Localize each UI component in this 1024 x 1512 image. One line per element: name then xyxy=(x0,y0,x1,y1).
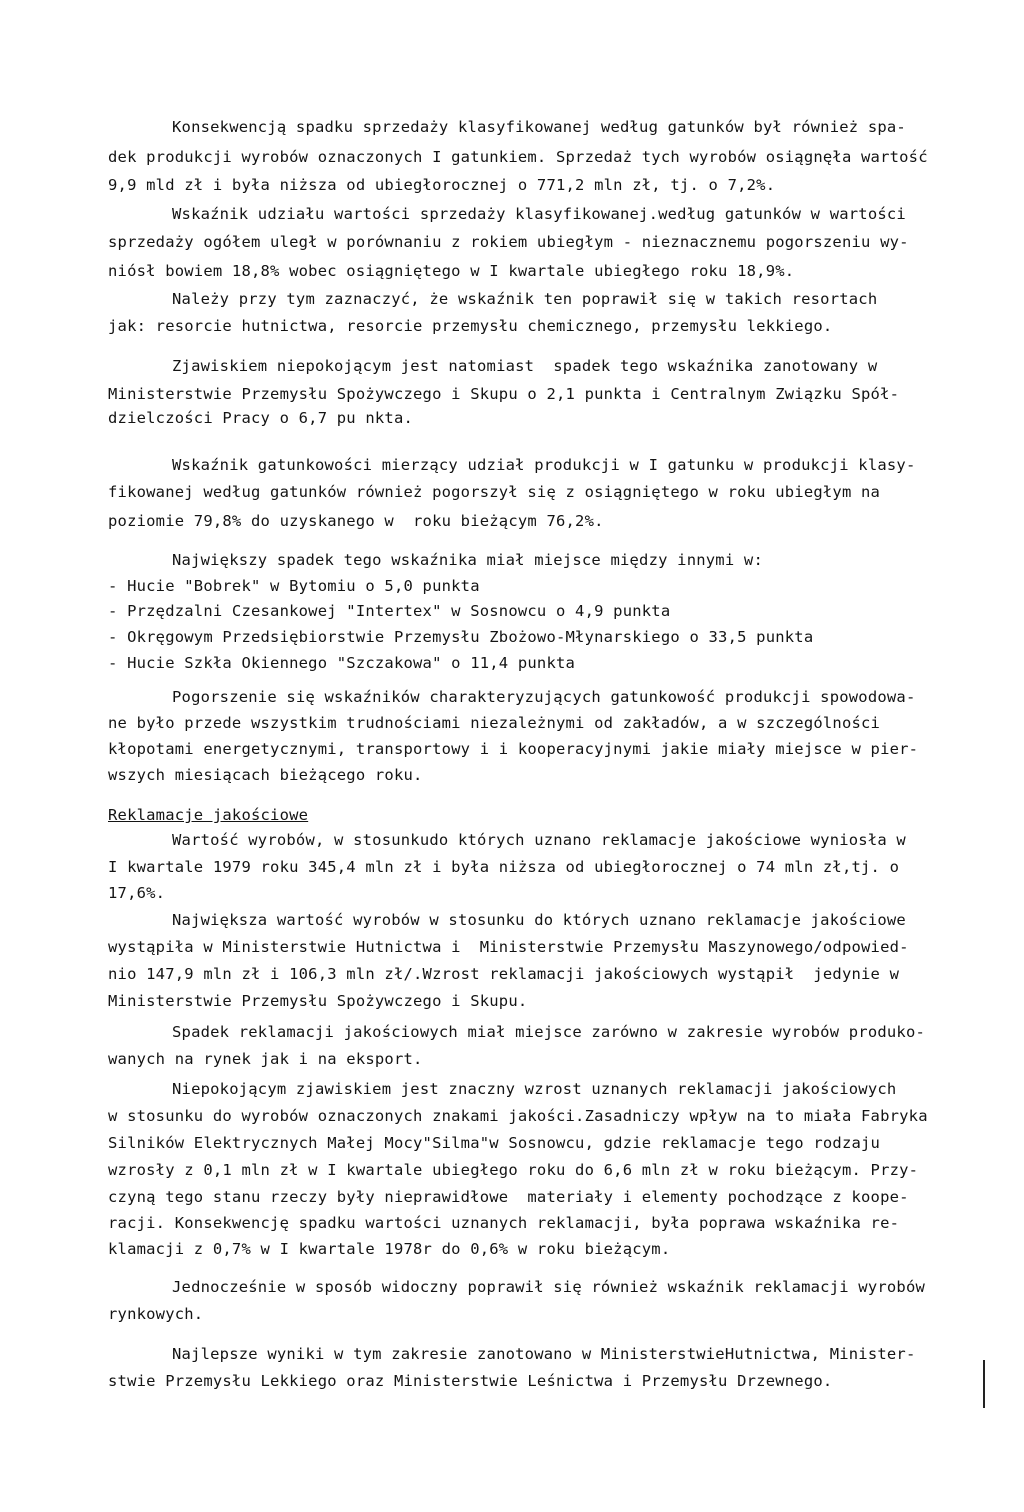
text-line: Najlepsze wyniki w tym zakresie zanotowano w MinisterstwieHutnictwa, Minister- xyxy=(172,1345,916,1363)
text-line: dzielczości Pracy o 6,7 pu nkta. xyxy=(108,409,414,427)
list-item: - Okręgowym Przedsiębiorstwie Przemysłu Zbożowo-Młynarskiego o 33,5 punkta xyxy=(108,628,814,646)
list-item: - Hucie "Bobrek" w Bytomiu o 5,0 punkta xyxy=(108,577,480,595)
text-line: Wskaźnik gatunkowości mierzący udział produkcji w I gatunku w produkcji klasy- xyxy=(172,456,916,474)
text-line: wzrosły z 0,1 mln zł w I kwartale ubiegłego roku do 6,6 mln zł w roku bieżącym. Przy- xyxy=(108,1161,919,1179)
text-line: Należy przy tym zaznaczyć, że wskaźnik ten poprawił się w takich resortach xyxy=(172,290,878,308)
text-line: Silników Elektrycznych Małej Mocy"Silma"w Sosnowcu, gdzie reklamacje tego rodzaju xyxy=(108,1134,881,1152)
text-line: klamacji z 0,7% w I kwartale 1978r do 0,6% w roku bieżącym. xyxy=(108,1240,671,1258)
text-line: Wskaźnik udziału wartości sprzedaży klasyfikowanej.według gatunków w wartości xyxy=(172,205,906,223)
text-line: stwie Przemysłu Lekkiego oraz Ministerstwie Leśnictwa i Przemysłu Drzewnego. xyxy=(108,1372,833,1390)
text-line: Zjawiskiem niepokojącym jest natomiast spadek tego wskaźnika zanotowany w xyxy=(172,357,878,375)
text-line: ne było przede wszystkim trudnościami niezależnymi od zakładów, a w szczególności xyxy=(108,714,881,732)
section-heading: Reklamacje jakościowe xyxy=(108,806,309,824)
text-line: wystąpiła w Ministerstwie Hutnictwa i Ministerstwie Przemysłu Maszynowego/odpowied- xyxy=(108,938,909,956)
margin-mark xyxy=(983,1360,985,1408)
text-line: Wartość wyrobów, w stosunkudo których uznano reklamacje jakościowe wyniosła w xyxy=(172,831,906,849)
text-line: Ministerstwie Przemysłu Spożywczego i Skupu o 2,1 punkta i Centralnym Związku Spół- xyxy=(108,385,900,403)
text-line: Pogorszenie się wskaźników charakteryzujących gatunkowość produkcji spowodowa- xyxy=(172,688,916,706)
text-line: wszych miesiącach bieżącego roku. xyxy=(108,766,423,784)
text-line: jak: resorcie hutnictwa, resorcie przemysłu chemicznego, przemysłu lekkiego. xyxy=(108,317,833,335)
text-line: niósł bowiem 18,8% wobec osiągniętego w I kwartale ubiegłego roku 18,9%. xyxy=(108,262,795,280)
text-line: Ministerstwie Przemysłu Spożywczego i Skupu. xyxy=(108,992,528,1010)
text-line: dek produkcji wyrobów oznaczonych I gatunkiem. Sprzedaż tych wyrobów osiągnęła wartość xyxy=(108,148,928,166)
text-line: 17,6%. xyxy=(108,884,166,902)
text-line: Jednocześnie w sposób widoczny poprawił się również wskaźnik reklamacji wyrobów xyxy=(172,1278,926,1296)
text-line: nio 147,9 mln zł i 106,3 mln zł/.Wzrost reklamacji jakościowych wystąpił jedynie w xyxy=(108,965,900,983)
text-line: fikowanej według gatunków również pogorszył się z osiągniętego w roku ubiegłym na xyxy=(108,483,881,501)
list-item: - Hucie Szkła Okiennego "Szczakowa" o 11,4 punkta xyxy=(108,654,576,672)
text-line: Spadek reklamacji jakościowych miał miejsce zarówno w zakresie wyrobów produko- xyxy=(172,1023,926,1041)
text-line: Największa wartość wyrobów w stosunku do których uznano reklamacje jakościowe xyxy=(172,911,906,929)
text-line: wanych na rynek jak i na eksport. xyxy=(108,1050,423,1068)
text-line: Niepokojącym zjawiskiem jest znaczny wzrost uznanych reklamacji jakościowych xyxy=(172,1080,897,1098)
text-line: sprzedaży ogółem uległ w porównaniu z rokiem ubiegłym - nieznacznemu pogorszeniu wy- xyxy=(108,233,909,251)
text-line: Konsekwencją spadku sprzedaży klasyfikowanej według gatunków był również spa- xyxy=(172,118,906,136)
text-line: rynkowych. xyxy=(108,1305,204,1323)
text-line: I kwartale 1979 roku 345,4 mln zł i była niższa od ubiegłorocznej o 74 mln zł,tj. o xyxy=(108,858,900,876)
list-item: - Przędzalni Czesankowej "Intertex" w Sosnowcu o 4,9 punkta xyxy=(108,602,671,620)
text-line: Największy spadek tego wskaźnika miał miejsce między innymi w: xyxy=(172,551,763,569)
text-line: w stosunku do wyrobów oznaczonych znakami jakości.Zasadniczy wpływ na to miała Fabryka xyxy=(108,1107,928,1125)
text-line: 9,9 mld zł i była niższa od ubiegłorocznej o 771,2 mln zł, tj. o 7,2%. xyxy=(108,176,776,194)
text-line: racji. Konsekwencję spadku wartości uznanych reklamacji, była poprawa wskaźnika re- xyxy=(108,1214,900,1232)
text-line: poziomie 79,8% do uzyskanego w roku bieżącym 76,2%. xyxy=(108,512,604,530)
text-line: kłopotami energetycznymi, transportowy i i kooperacyjnymi jakie miały miejsce w pier- xyxy=(108,740,919,758)
text-line: czyną tego stanu rzeczy były nieprawidłowe materiały i elementy pochodzące z koope- xyxy=(108,1188,909,1206)
